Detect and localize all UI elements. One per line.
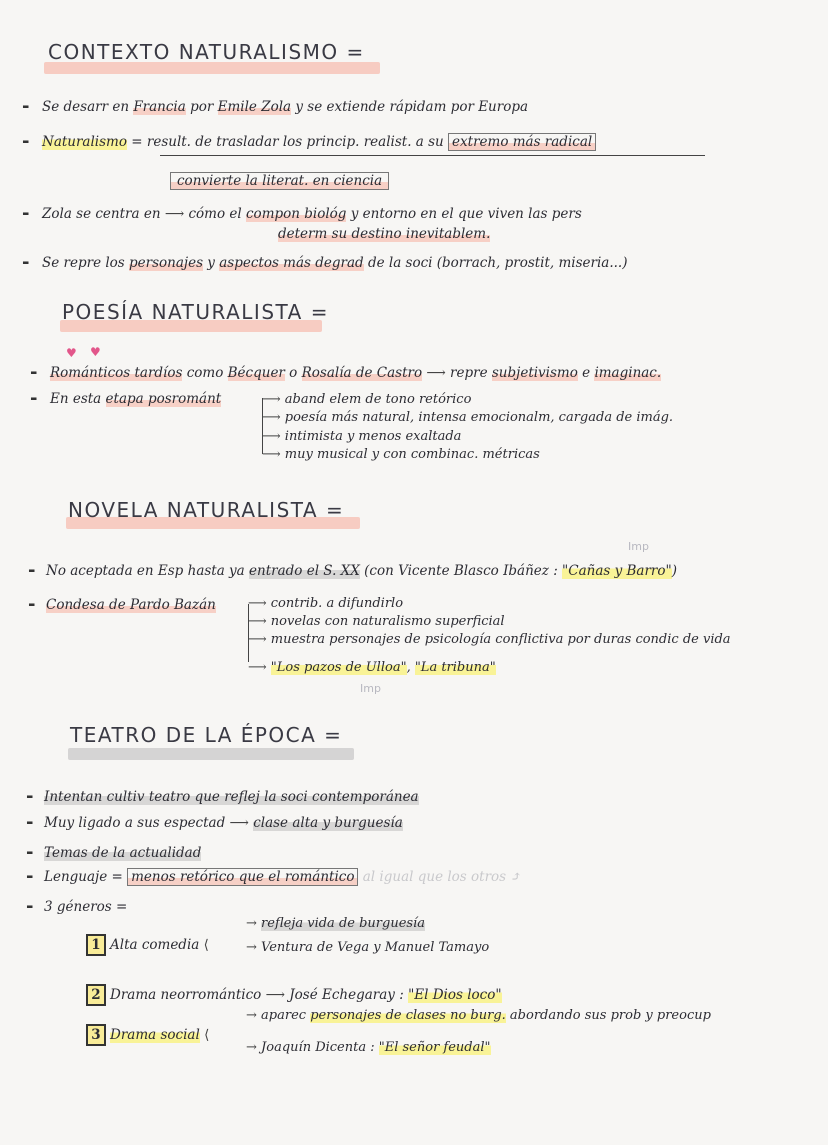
title-highlight [68,748,354,760]
bullet-dash: - [30,388,38,409]
alta-comedia-sub-2: → Ventura de Vega y Manuel Tamayo [246,940,490,955]
bullet-dash: - [22,252,30,273]
bullet-dash: - [26,866,34,887]
novela-sub-1: ⟶ contrib. a difundirlo [248,596,404,611]
poesia-sub-1: ⟶ aband elem de tono retórico [262,392,472,407]
drama-social-sub-1: → aparec personajes de clases no burg. abordando sus prob y preocup [246,1008,711,1023]
poesia-sub-4: ⟶ muy musical y con combinac. métricas [262,447,540,462]
bullet-dash: - [26,896,34,917]
divider-line [160,155,705,156]
bullet-zola-origin: Se desarr en Francia por Emile Zola y se extiende rápidam por Europa [42,99,529,115]
genre-alta-comedia: 1 Alta comedia ⟨ [86,934,209,956]
bullet-etapa: En esta etapa posrománt [50,391,222,407]
novela-sub-4: ⟶ "Los pazos de Ulloa", "La tribuna" [248,660,496,675]
section-title-teatro: TEATRO DE LA ÉPOCA = [70,723,343,747]
alta-comedia-sub-1: → refleja vida de burguesía [246,916,425,931]
bullet-dash: - [22,96,30,117]
imp-note: Imp [360,682,381,695]
drama-social-sub-2: → Joaquín Dicenta : "El señor feudal" [246,1040,491,1055]
genre-drama-neorromantico: 2 Drama neorromántico ⟶ José Echegaray : "El Dios loco" [86,984,502,1006]
novela-sub-3: ⟶ muestra personajes de psicología conflictiva por duras condic de vida [248,632,731,647]
heart-icon: ♥ [66,346,77,360]
section-title-novela: NOVELA NATURALISTA = [68,498,345,522]
bullet-dash: - [26,786,34,807]
bullet-intentan: Intentan cultiv teatro que reflej la soci contemporánea [44,789,419,805]
bullet-dash: - [22,131,30,152]
bullet-dash: - [30,362,38,383]
section-title-poesia: POESÍA NATURALISTA = [62,300,329,324]
destiny-note: determ su destino inevitablem. [278,226,491,242]
poesia-sub-2: ⟶ poesía más natural, intensa emocionalm, cargada de imág. [262,410,674,425]
bullet-naturalismo-def: Naturalismo = result. de trasladar los princip. realist. a su extremo más radical [42,133,596,151]
bullet-dash: - [26,812,34,833]
bullet-romanticos: Románticos tardíos como Bécquer o Rosalía de Castro ⟶ repre subjetivismo e imaginac. [50,365,662,381]
section-title-contexto: CONTEXTO NATURALISMO = [48,40,365,64]
bullet-temas: Temas de la actualidad [44,845,202,861]
novela-sub-2: ⟶ novelas con naturalismo superficial [248,614,505,629]
bullet-generos: 3 géneros = [44,899,128,915]
bullet-no-aceptada: No aceptada en Esp hasta ya entrado el S. XX (con Vicente Blasco Ibáñez : "Cañas y Barro") [46,563,678,579]
bullet-pardo-bazan: Condesa de Pardo Bazán [46,597,216,613]
bullet-dash: - [28,594,36,615]
bullet-ligado: Muy ligado a sus espectad ⟶ clase alta y burguesía [44,815,403,831]
bullet-dash: - [22,203,30,224]
poesia-sub-3: ⟶ intimista y menos exaltada [262,429,462,444]
bullet-dash: - [26,842,34,863]
genre-drama-social: 3 Drama social ⟨ [86,1024,209,1046]
literature-science-note: convierte la literat. en ciencia [170,172,389,190]
bullet-personajes: Se repre los personajes y aspectos más degrad de la soci (borrach, prostit, miseria...) [42,255,628,271]
heart-icon: ♥ [90,345,101,359]
bullet-zola-focus: Zola se centra en ⟶ cómo el compon biológ y entorno en el que viven las pers [42,206,582,222]
bullet-lenguaje: Lenguaje = menos retórico que el romántico al igual que los otros ⤴ [44,869,522,885]
imp-note: Imp [628,540,649,553]
bullet-dash: - [28,560,36,581]
